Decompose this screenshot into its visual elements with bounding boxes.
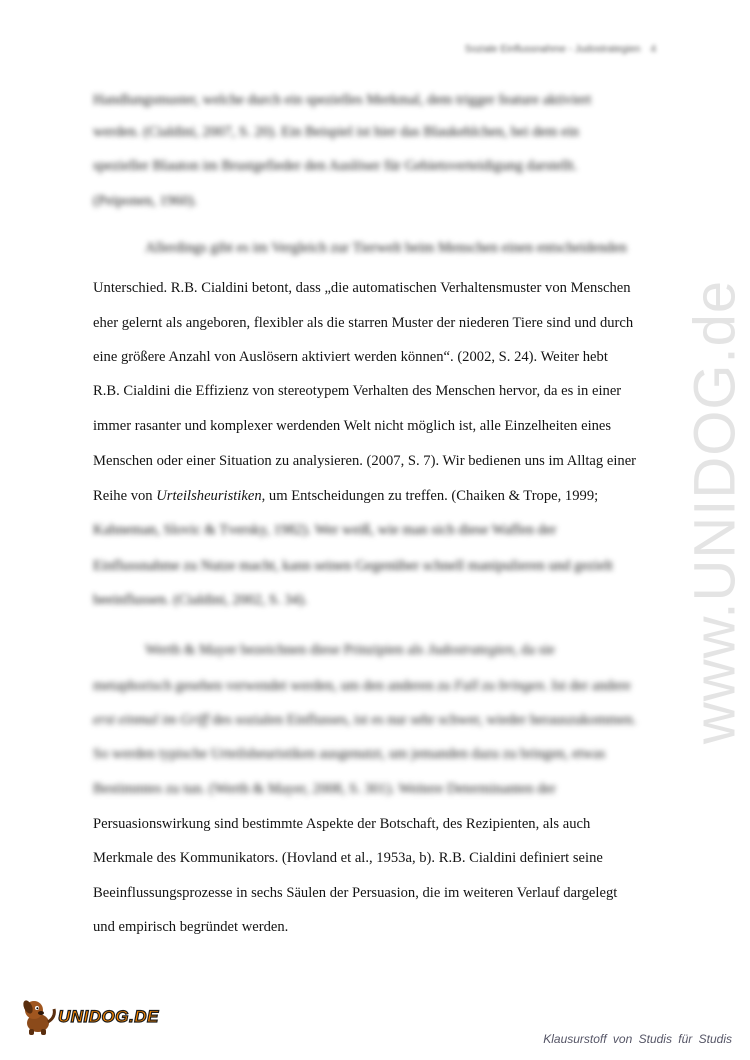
text-line: Merkmale des Kommunikators. (Hovland et al., 1953a, b). R.B. Cialdini definiert seine (93, 850, 603, 866)
text-line: beeinflussen. (Cialdini, 2002, S. 34). (93, 592, 308, 608)
text-line: Bestimmtes zu tun. (Werth & Mayer, 2008, S. 301). Weitere Determinanten der (93, 781, 556, 797)
text-line (93, 710, 636, 730)
text-line: Allerdings gibt es im Vergleich zur Tierwelt beim Menschen einen entscheidenden (145, 240, 627, 256)
text-line: Einflussnahme zu Nutze macht, kann seinen Gegenüber schnell manipulieren und gezielt (93, 558, 613, 574)
unidog-logo[interactable] (20, 995, 170, 1037)
text-line: werden. (Cialdini, 2007, S. 20). Ein Beispiel ist hier das Blaukehlchen, bei dem ein (93, 124, 579, 140)
text-run: des sozialen Einflusses, ist es nur sehr schwer, wieder herauszukommen. (208, 712, 637, 728)
text-line: Menschen oder einer Situation zu analysieren. (2007, S. 7). Wir bedienen uns im Alltag einer (93, 453, 637, 469)
header-title: Soziale Einflussnahme - Judostrategien (464, 44, 641, 55)
text-line: spezieller Blauton im Brustgefieder den Auslöser für Gebietsverteidigung darstellt. (93, 158, 578, 174)
page-number: 4 (650, 44, 656, 55)
text-run: , da sie (513, 642, 555, 658)
text-line (145, 640, 555, 660)
text-line: (Peiponen, 1960). (93, 193, 198, 209)
text-run: metaphorisch gesehen verwendet werden, um den anderen (93, 678, 438, 694)
text-line: Persuasionswirkung sind bestimmte Aspekte der Botschaft, des Rezipienten, als auch (93, 816, 591, 832)
emphasis-term: Urteilsheuristiken (156, 488, 262, 504)
running-header (465, 44, 656, 55)
text-line: Beeinflussungsprozesse in sechs Säulen der Persuasion, die im weiteren Verlauf dargelegt (93, 885, 618, 901)
emphasis-term: Judostrategien (427, 642, 514, 658)
text-run: Werth & Mayer bezeichnen diese Prinzipien als (145, 642, 428, 658)
text-run: Reihe von (93, 488, 157, 504)
text-line: So werden typische Urteilsheuristiken ausgenutzt, um jemanden dazu zu bringen, etwas (93, 746, 606, 762)
text-line: eher gelernt als angeboren, flexibler als die starren Muster der niederen Tiere sind und durch (93, 315, 634, 331)
text-line: immer rasanter und komplexer werdenden Welt nicht möglich ist, alle Einzelheiten eines (93, 418, 612, 434)
watermark (625, 262, 750, 762)
footer-tagline: Klausurstoff von Studis für Studis (543, 1032, 732, 1046)
text-line: Unterschied. R.B. Cialdini betont, dass „die automatischen Verhaltensmuster von Menschen (93, 280, 631, 296)
text-line: Kahneman, Slovic & Tversky, 1982). Wer weiß, wie man sich diese Waffen der (93, 522, 557, 538)
emphasis-term: zu Fall zu bringen (437, 678, 545, 694)
text-line: eine größere Anzahl von Auslösern aktiviert werden können“. (2002, S. 24). Weiter hebt (93, 349, 608, 365)
logo-text: UNIDOG.DE (58, 1007, 159, 1026)
text-line: und empirisch begründet werden. (93, 919, 289, 935)
watermark-text: www.UNIDOG.de (682, 279, 748, 745)
text-run: , um Entscheidungen zu treffen. (Chaiken & Trope, 1999; (261, 488, 599, 504)
text-line (93, 486, 598, 506)
text-line (93, 676, 631, 696)
text-line: R.B. Cialdini die Effizienz von stereotypem Verhalten des Menschen hervor, da es in einer (93, 383, 622, 399)
text-run: . Ist der andere (544, 678, 631, 694)
emphasis-term: erst einmal im Griff (93, 712, 209, 728)
text-line: Handlungsmuster, welche durch ein spezielles Merkmal, dem trigger feature aktiviert (93, 92, 592, 108)
